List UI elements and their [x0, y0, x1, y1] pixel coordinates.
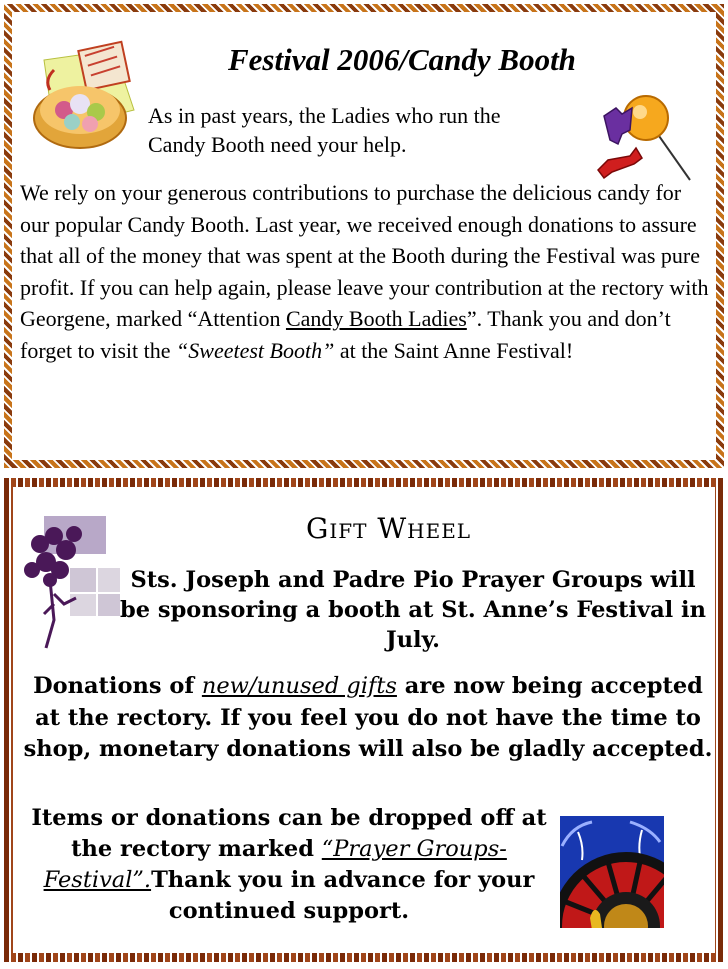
- gift-para-2: [18, 671, 718, 766]
- candy-intro-line1: As in past years, the Ladies who run the: [148, 103, 501, 128]
- candy-intro-line2: Candy Booth need your help.: [148, 132, 407, 157]
- flower-bouquet-icon: [20, 514, 124, 650]
- gift-para-3: [14, 803, 564, 927]
- gift-para-3-text: Items or donations can be dropped off at the rectory marked: [31, 805, 547, 862]
- candy-body: [20, 177, 710, 366]
- candy-intro: [148, 101, 588, 159]
- gift-para-3-text-2: Thank you in advance for your continued support.: [151, 867, 535, 924]
- roulette-wheel-icon: [560, 816, 664, 928]
- candy-booth-title: Festival 2006/Candy Booth: [228, 42, 576, 77]
- sweetest-booth-emphasis: “Sweetest Booth”: [176, 337, 335, 363]
- gift-wheel-title: Gift Wheel: [306, 512, 472, 545]
- candy-booth-ladies-emphasis: Candy Booth Ladies: [285, 306, 467, 331]
- prayer-groups-festival-emphasis: “Prayer Groups-Festival”.: [43, 836, 507, 893]
- candy-dish-icon: [24, 40, 142, 152]
- gift-para-2-text: Donations of: [33, 673, 202, 699]
- gift-para-2-text-2: are now being accepted at the rectory. If you feel you do not have the time to shop, monetary donations will also be gladly accepted.: [23, 673, 713, 762]
- candy-body-text-2: ”. Thank you and don’t forget to visit the: [20, 306, 671, 363]
- candy-body-text-3: at the Saint Anne Festival!: [334, 337, 574, 363]
- gift-para-1: Sts. Joseph and Padre Pio Prayer Groups will be sponsoring a booth at St. Anne’s Festival in July.: [120, 567, 706, 653]
- candy-body-text: We rely on your generous contributions to purchase the delicious candy for our popular Candy Booth. Last year, we received enough donations to assure that all of the money that was spent at the Booth during the Festival was pure profit. If you can help again, please leave your contribution at the rectory with Georgene, marked “Attention: [20, 180, 709, 331]
- new-unused-gifts-emphasis: new/unused gifts: [201, 673, 397, 699]
